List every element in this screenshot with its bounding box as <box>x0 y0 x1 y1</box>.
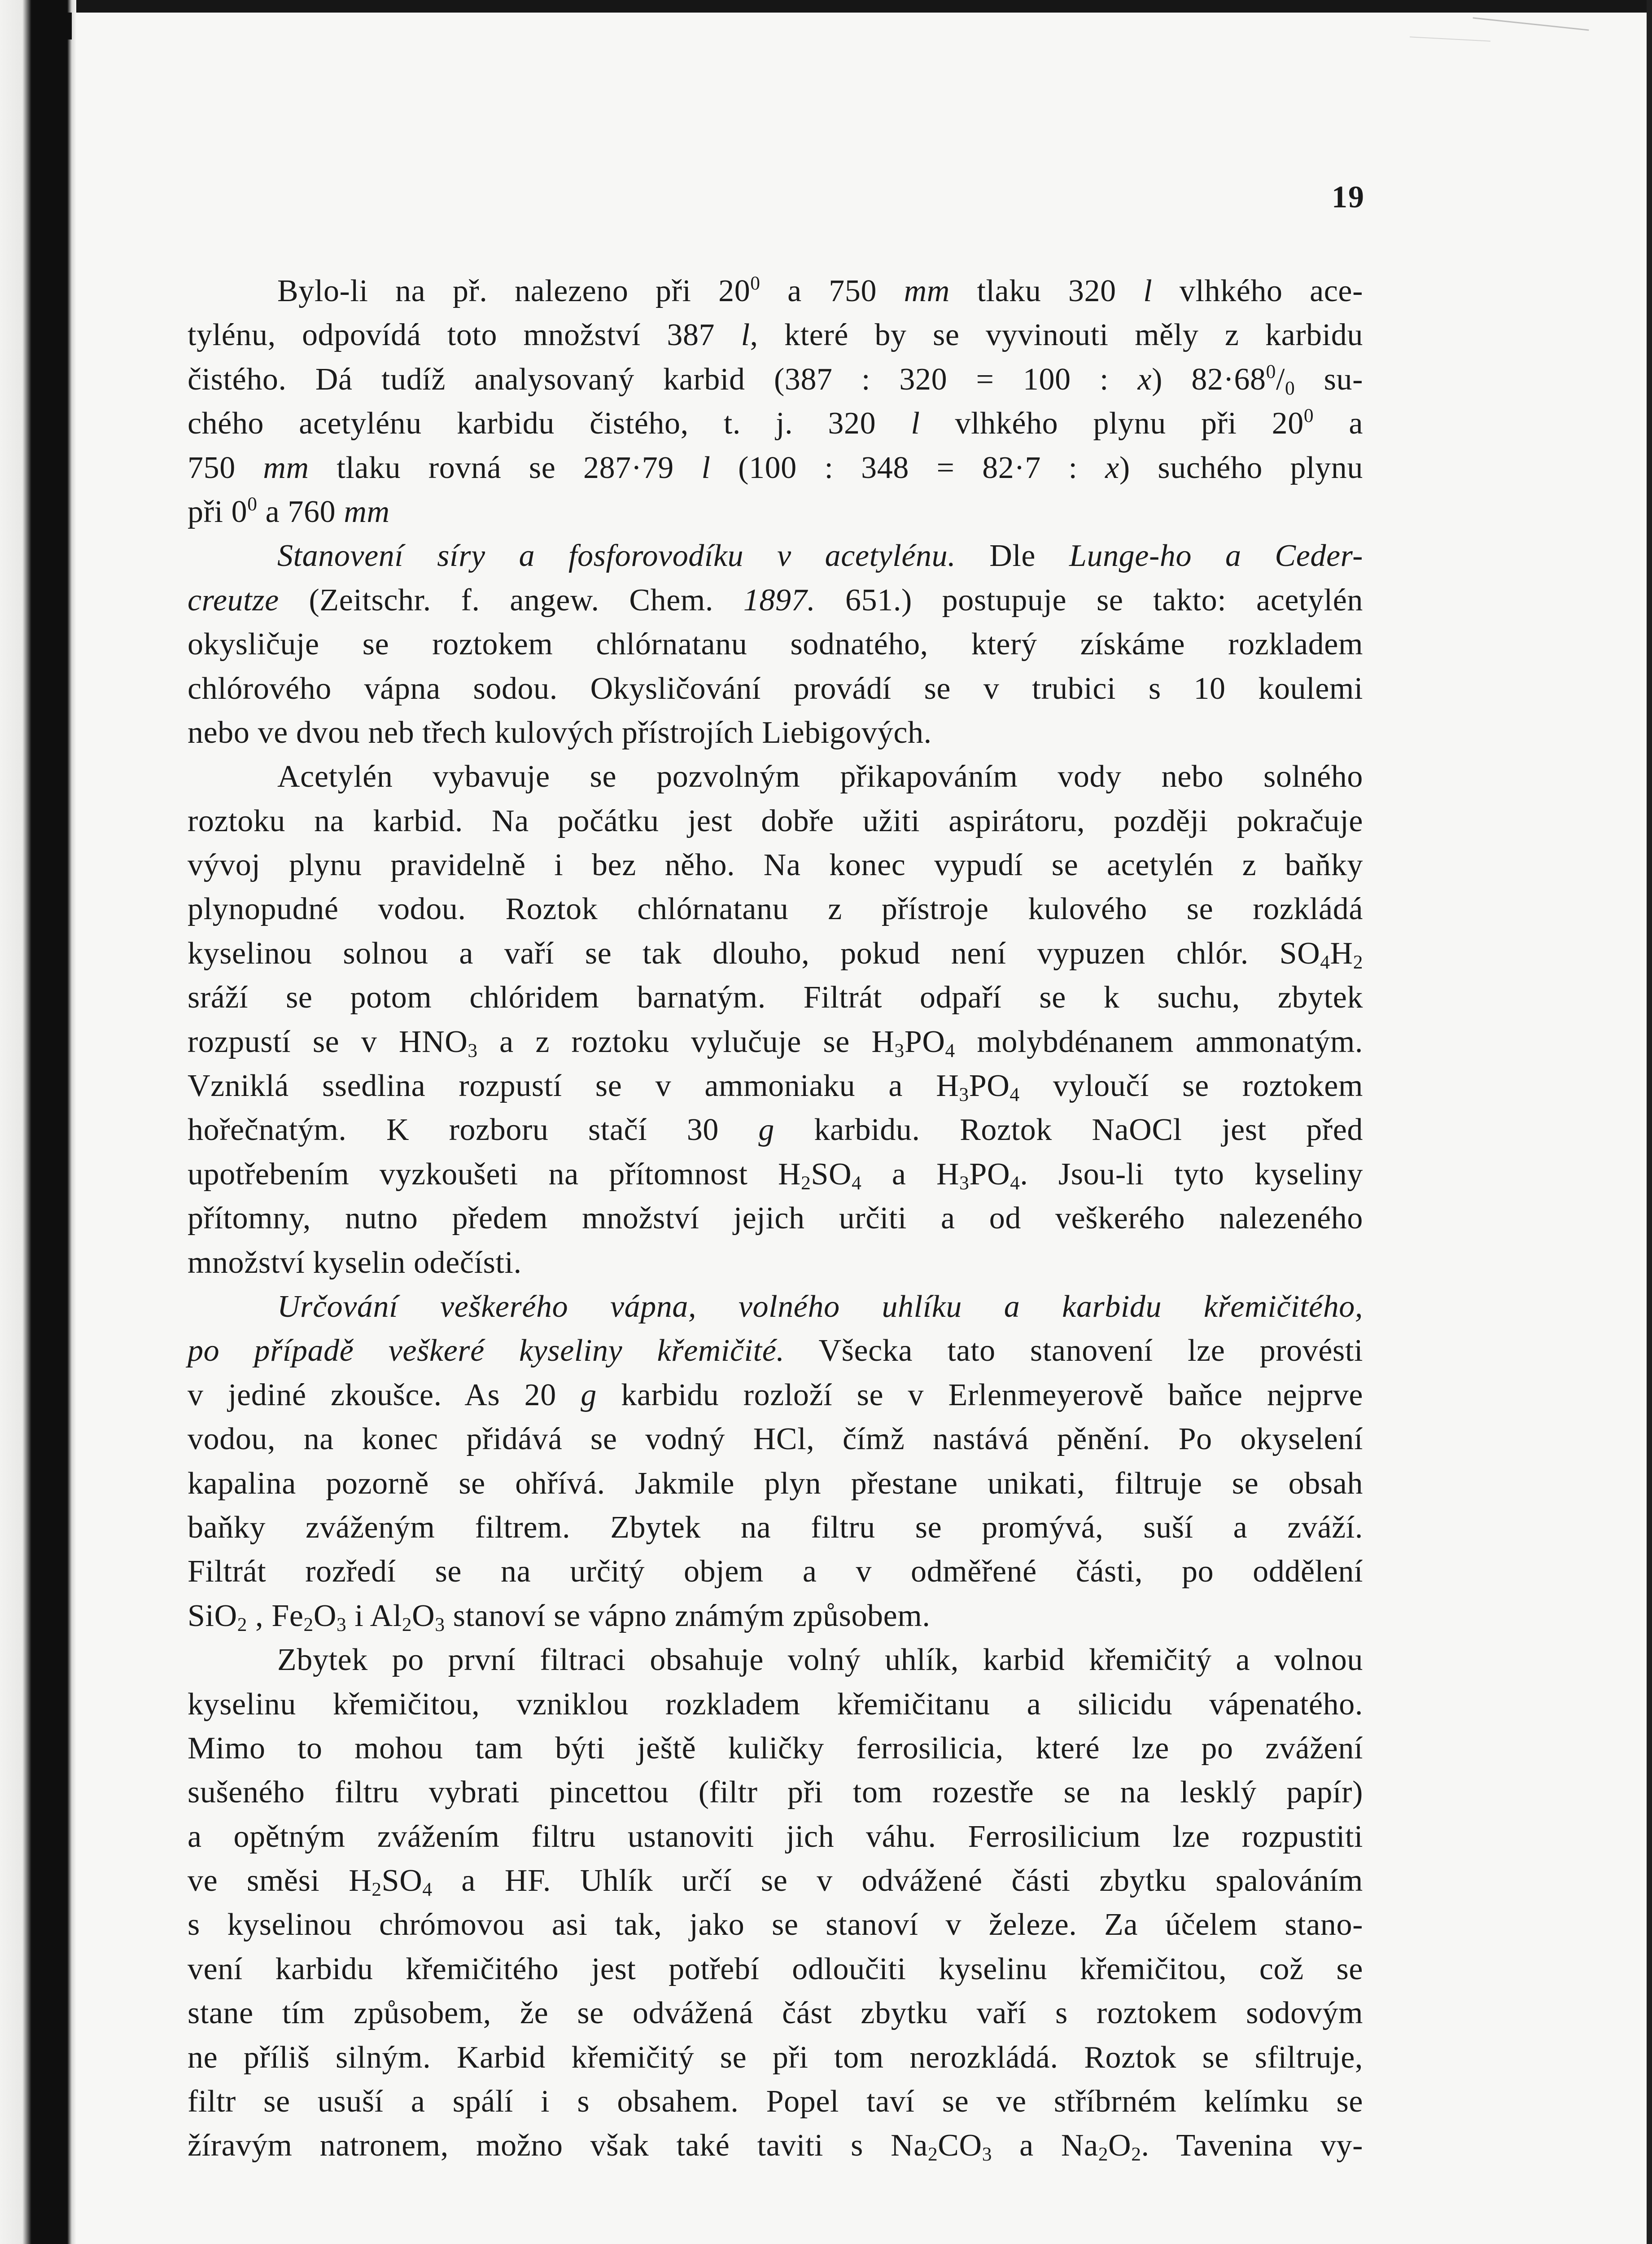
text-line: vývoj plynu pravidelně i bez něho. Na konec vypudí se acetylén z baňky <box>188 848 1363 883</box>
scan-top-edge <box>0 0 1652 13</box>
text-line: Filtrát rozředí se na určitý objem a v odměřené části, po oddělení <box>188 1554 1363 1589</box>
text-line: roztoku na karbid. Na počátku jest dobře užiti aspirátoru, později pokračuje <box>188 803 1363 838</box>
text-line: Vzniklá ssedlina rozpustí se v ammoniaku a $H_3PO_4$ vyloučí se roztokem <box>188 1069 1364 1105</box>
text-line: Acetylén vybavuje se pozvolným přikapováním vody nebo solného <box>277 759 1363 794</box>
text-line: v jediné zkoušce. As 20 g karbidu rozloží se v Erlenmeyerově baňce nejprve <box>188 1377 1363 1412</box>
text-line: chlórového vápna sodou. Okysličování provádí se v trubici s 10 koulemi <box>188 671 1363 706</box>
text-line: rozpustí se v $HNO_3$ a z roztoku vylučuje se $H_3PO_4$ molybdénanem ammonatým. <box>188 1024 1364 1061</box>
text-line: kyselinu křemičitou, vzniklou rozkladem křemičitanu a silicidu vápenatého. <box>188 1687 1363 1722</box>
text-line: ne příliš silným. Karbid křemičitý se při tom nerozkládá. Roztok se sfiltruje, <box>188 2040 1363 2075</box>
scan-binding-edge <box>0 0 76 2244</box>
text-line: ve směsi $H_2SO_4$ a HF. Uhlík určí se v odvážené části zbytku spalováním <box>188 1863 1363 1900</box>
text-line: množství kyselin odečísti. <box>188 1245 522 1280</box>
text-line: nebo ve dvou neb třech kulových přístrojích Liebigových. <box>188 715 932 750</box>
text-line: čistého. Dá tudíž analysovaný karbid (387 : 320 = 100 : x) $82\cdot 68^0/_0$ su- <box>188 360 1364 399</box>
text-line: vení karbidu křemičitého jest potřebí odloučiti kyselinu křemičitou, což se <box>188 1951 1363 1986</box>
page-number: 19 <box>1332 180 1365 215</box>
text-line: přítomny, nutno předem množství jejich určiti a od veškerého nalezeného <box>188 1201 1363 1236</box>
text-line: Mimo to mohou tam býti ještě kuličky ferrosilicia, které lze po zvážení <box>188 1731 1363 1766</box>
text-line: vodou, na konec přidává se vodný HCl, čímž nastává pěnění. Po okyselení <box>188 1422 1363 1457</box>
text-line: tylénu, odpovídá toto množství 387 l, které by se vyvinouti měly z karbidu <box>188 318 1363 353</box>
text-line: okysličuje se roztokem chlórnatanu sodnatého, který získáme rozkladem <box>188 627 1363 662</box>
text-line: plynopudné vodou. Roztok chlórnatanu z přístroje kulového se rozkládá <box>188 892 1363 927</box>
text-line: žíravým natronem, možno však také taviti s $Na_2CO_3$ a $Na_2O_2$. Tavenina vy- <box>188 2128 1363 2165</box>
text-line: kyselinou solnou a vaří se tak dlouho, pokud není vypuzen chlór. $SO_4H_2$ <box>188 936 1363 973</box>
text-line: po případě veškeré kyseliny křemičité. Všecka tato stanovení lze provésti <box>188 1333 1363 1368</box>
text-line: sráží se potom chlóridem barnatým. Filtrát odpaří se k suchu, zbytek <box>188 980 1363 1015</box>
text-line: Zbytek po první filtraci obsahuje volný uhlík, karbid křemičitý a volnou <box>277 1643 1363 1678</box>
text-line: a opětným zvážením filtru ustanoviti jich váhu. Ferrosilicium lze rozpustiti <box>188 1819 1363 1854</box>
text-line: 750 mm tlaku rovná se 287·79 l (100 : 348 = 82·7 : x) suchého plynu <box>188 450 1363 485</box>
text-line: filtr se usuší a spálí i s obsahem. Popel taví se ve stříbrném kelímku se <box>188 2084 1363 2119</box>
text-line: creutze (Zeitschr. f. angew. Chem. 1897. 651.) postupuje se takto: acetylén <box>188 583 1363 618</box>
text-line: kapalina pozorně se ohřívá. Jakmile plyn přestane unikati, filtruje se obsah <box>188 1466 1363 1501</box>
text-line: stane tím způsobem, že se odvážená část zbytku vaří s roztokem sodovým <box>188 1996 1363 2031</box>
text-line: při $0^0$ a 760 mm <box>188 493 390 529</box>
text-line: Stanovení síry a fosforovodíku v acetylénu. Dle Lunge-ho a Ceder- <box>277 539 1363 574</box>
text-line: s kyselinou chrómovou asi tak, jako se stanoví v železe. Za účelem stano- <box>188 1907 1363 1942</box>
text-line: hořečnatým. K rozboru stačí 30 g karbidu. Roztok NaOCl jest před <box>188 1113 1363 1148</box>
text-line: sušeného filtru vybrati pincettou (filtr při tom rozestře se na lesklý papír) <box>188 1775 1363 1810</box>
text-line: upotřebením vyzkoušeti na přítomnost $H_2SO_4$ a $H_3PO_4$. Jsou-li tyto kyseliny <box>188 1157 1363 1194</box>
text-line: baňky zváženým filtrem. Zbytek na filtru se promývá, suší a zváží. <box>188 1510 1363 1545</box>
scan-right-edge <box>1647 0 1652 2244</box>
text-body <box>188 269 1363 2168</box>
scan-binding-corner <box>31 13 72 39</box>
text-line: SiO$_2$ , $Fe_2O_3$ i $Al_2O_3$ stanoví se vápno známým způsobem. <box>188 1598 931 1635</box>
text-line: chého acetylénu karbidu čistého, t. j. 320 l vlhkého plynu při $20^0$ a <box>188 405 1363 441</box>
text-line: Bylo-li na př. nalezeno při $20^0$ a 750 mm tlaku 320 l vlhkého ace- <box>277 272 1363 308</box>
text-line: Určování veškerého vápna, volného uhlíku a karbidu křemičitého, <box>277 1289 1363 1324</box>
